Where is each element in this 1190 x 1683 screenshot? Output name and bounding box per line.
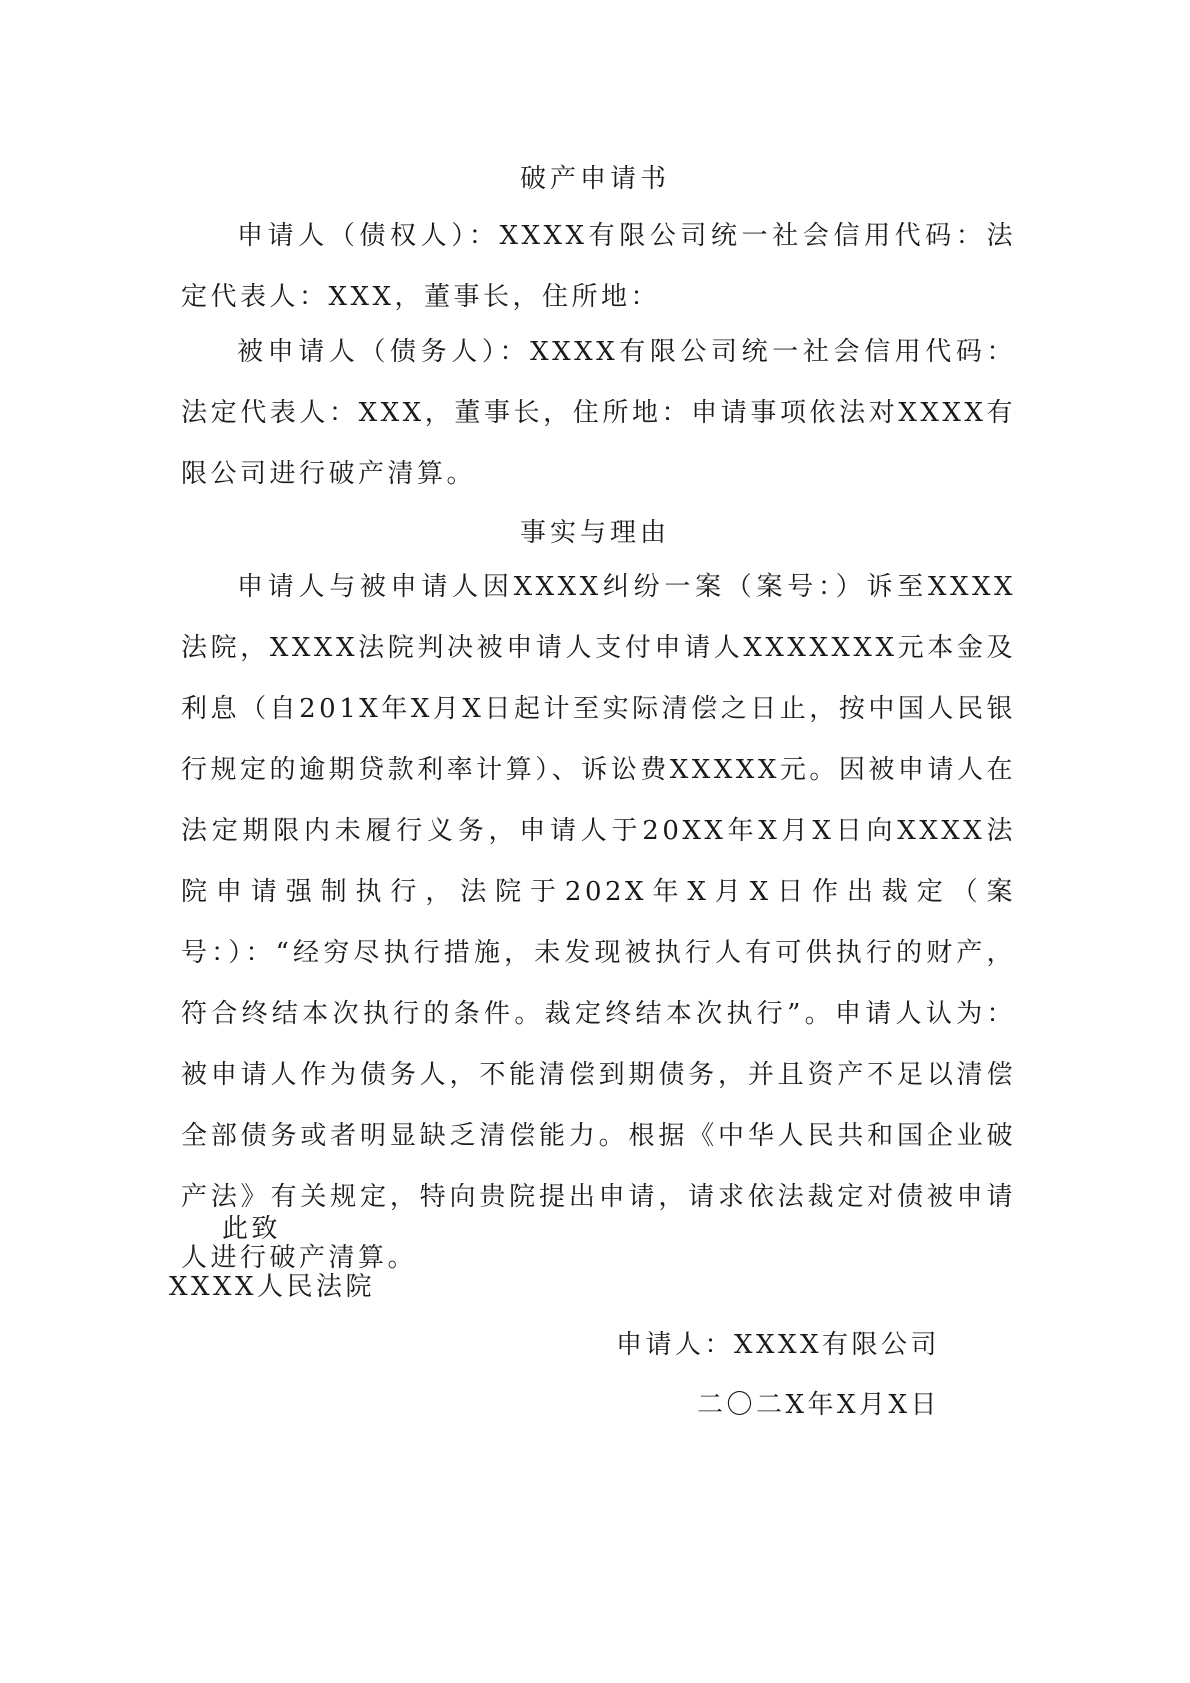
facts-paragraph: 申请人与被申请人因XXXX纠纷一案（案号：）诉至XXXX法院，XXXX法院判决被申请人支付申请人XXXXXXX元本金及利息（自201X年X月X日起计至实际清偿之日止，按中国人民银行规定的逾期贷款利率计算）、诉讼费XXXXX元。因被申请人在法定期限内未履行义务，申请人于20XX年X月X日向XXXX法院申请强制执行，法院于202X年X月X日作出裁定（案号：）：“经穷尽执行措施，未发现被执行人有可供执行的财产，符合终结本次执行的条件。裁定终结本次执行”。申请人认为：被申请人作为债务人，不能清偿到期债务，并且资产不足以清偿全部债务或者明显缺乏清偿能力。根据《中华人民共和国企业破产法》有关规定，特向贵院提出申请，请求依法裁定对债被申请人进行破产清算。	[181, 572, 1016, 1273]
signature-line: 申请人：XXXX有限公司	[615, 1330, 940, 1360]
applicant-paragraph: 申请人（债权人）：XXXX有限公司统一社会信用代码：法定代表人：XXX，董事长，住所地：	[181, 221, 1016, 312]
salutation: 此致	[222, 1214, 282, 1244]
document-title: 破产申请书	[519, 164, 670, 194]
respondent-paragraph: 被申请人（债务人）：XXXX有限公司统一社会信用代码：法定代表人：XXX，董事长，住所地：申请事项依法对XXXX有限公司进行破产清算。	[181, 337, 1016, 489]
section-title: 事实与理由	[519, 518, 670, 548]
court-name: XXXX人民法院	[169, 1272, 376, 1302]
date-line: 二〇二X年X月X日	[696, 1390, 940, 1420]
